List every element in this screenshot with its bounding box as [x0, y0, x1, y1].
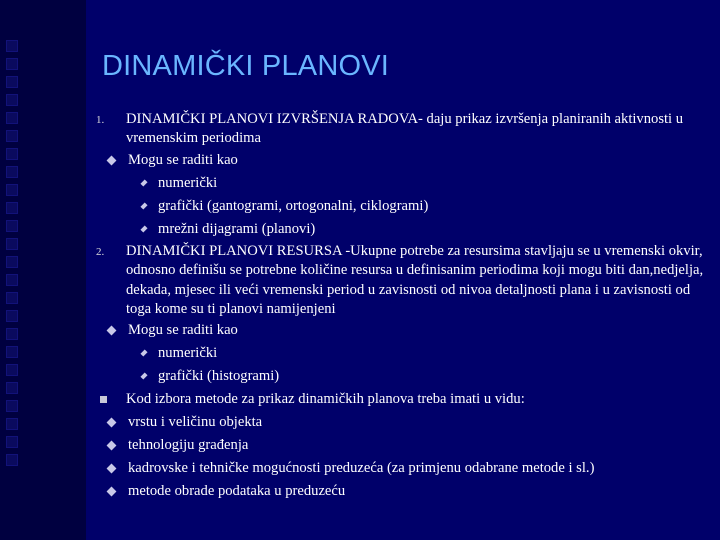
sub-item [96, 480, 706, 503]
decorative-square [6, 184, 18, 196]
sub-sub-item-text: mrežni dijagrami (planovi) [158, 220, 316, 237]
sub-item-text: Mogu se raditi kao [128, 322, 238, 339]
decorative-square [6, 274, 18, 286]
small-diamond-bullet-icon [140, 179, 147, 186]
decorative-square [6, 148, 18, 160]
decorative-square [6, 436, 18, 448]
slide-body [96, 109, 706, 503]
decorative-square [6, 40, 18, 52]
decorative-square [6, 130, 18, 142]
sub-item [96, 434, 706, 457]
list-item-text: DINAMIČKI PLANOVI RESURSA -Ukupne potrebe za resursima stavljaju se u vremenski okvir, odnosno definišu se potrebne količine resursa u definisanim periodima koji mogu biti dan,nedjelja, dekada, mjesec ili veći vremenski period u zavisnosti od nivoa detaljnosti plana i u zavisnosti od toga kome su ti planovi namijenjeni [126, 242, 704, 318]
list-item [96, 109, 706, 149]
small-diamond-bullet-icon [140, 350, 147, 357]
diamond-bullet-icon [107, 326, 117, 336]
decorative-square [6, 76, 18, 88]
sub-item-text: metode obrade podataka u preduzeću [128, 483, 346, 500]
list-number: 1. [96, 114, 105, 126]
decorative-square [6, 112, 18, 124]
diamond-bullet-icon [107, 487, 117, 497]
sub-sub-item [96, 195, 706, 218]
diamond-bullet-icon [107, 418, 117, 428]
square-bullet-icon [100, 396, 107, 403]
decorative-square [6, 346, 18, 358]
decorative-square [6, 364, 18, 376]
diamond-bullet-icon [107, 441, 117, 451]
sub-item-text: kadrovske i tehničke mogućnosti preduzeća (za primjenu odabrane metode i sl.) [128, 460, 595, 477]
decorative-square [6, 400, 18, 412]
decorative-square [6, 310, 18, 322]
decorative-square [6, 328, 18, 340]
small-diamond-bullet-icon [140, 225, 147, 232]
list-item [96, 241, 706, 320]
list-item-text: DINAMIČKI PLANOVI IZVRŠENJA RADOVA- daju prikaz izvršenja planiranih aktivnosti u vremenskim periodima [126, 111, 684, 147]
sub-item [96, 411, 706, 434]
list-item [96, 388, 706, 411]
left-decorative-strip [0, 0, 86, 540]
decorative-square [6, 220, 18, 232]
slide-title: DINAMIČKI PLANOVI [102, 50, 390, 82]
sub-sub-item [96, 172, 706, 195]
small-diamond-bullet-icon [140, 202, 147, 209]
sub-item [96, 457, 706, 480]
decorative-square [6, 454, 18, 466]
sub-item-text: vrstu i veličinu objekta [128, 414, 263, 431]
decorative-square [6, 94, 18, 106]
sub-item-text: Mogu se raditi kao [128, 151, 238, 168]
sub-sub-item-text: numerički [158, 345, 218, 362]
small-diamond-bullet-icon [140, 373, 147, 380]
decorative-square [6, 166, 18, 178]
sub-item [96, 149, 706, 172]
decorative-square [6, 418, 18, 430]
list-item-text: Kod izbora metode za prikaz dinamičkih planova treba imati u vidu: [126, 391, 525, 408]
list-number: 2. [96, 245, 105, 258]
sub-sub-item [96, 342, 706, 365]
sub-sub-item [96, 365, 706, 388]
sub-sub-item-text: grafički (gantogrami, ortogonalni, ciklogrami) [158, 197, 429, 214]
decorative-square [6, 202, 18, 214]
decorative-square [6, 58, 18, 70]
decorative-square [6, 292, 18, 304]
sub-sub-item [96, 218, 706, 241]
sub-item-text: tehnologiju građenja [128, 437, 249, 454]
decorative-square-column [4, 40, 22, 472]
sub-sub-item-text: numerički [158, 174, 218, 191]
decorative-square [6, 238, 18, 250]
diamond-bullet-icon [107, 155, 117, 165]
diamond-bullet-icon [107, 464, 117, 474]
decorative-square [6, 382, 18, 394]
sub-item [96, 319, 706, 342]
decorative-square [6, 256, 18, 268]
sub-sub-item-text: grafički (histogrami) [158, 368, 280, 385]
